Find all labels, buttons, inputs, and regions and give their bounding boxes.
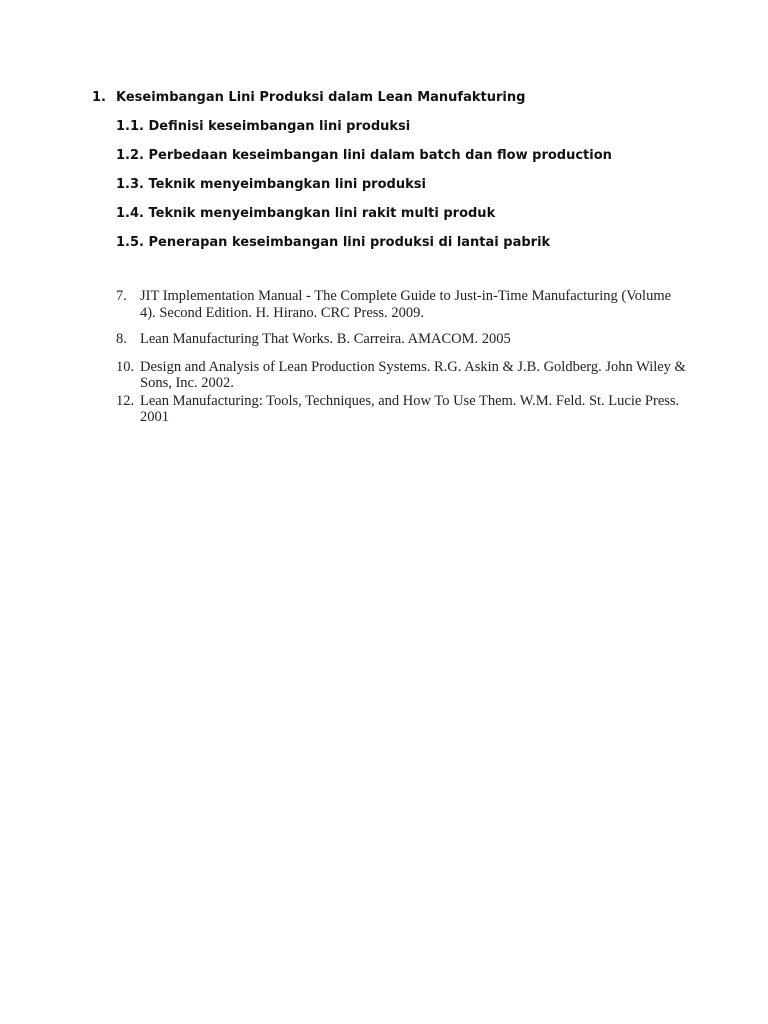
reference-text: Lean Manufacturing: Tools, Techniques, and How To Use Them. W.M. Feld. St. Lucie Press. 2001 xyxy=(140,392,680,425)
reference-item xyxy=(116,288,686,321)
reference-item xyxy=(116,359,686,392)
outline-item: 1.4. Teknik menyeimbangkan lini rakit multi produk xyxy=(116,205,496,221)
outline-item: 1.2. Perbedaan keseimbangan lini dalam batch dan flow production xyxy=(116,147,612,163)
reference-number: 12. xyxy=(116,392,135,409)
reference-list xyxy=(116,288,686,426)
reference-text: Design and Analysis of Lean Production Systems. R.G. Askin & J.B. Goldberg. John Wiley & Sons, Inc. 2002. xyxy=(140,358,686,391)
outline-item: 1.3. Teknik menyeimbangkan lini produksi xyxy=(116,176,426,192)
reference-text: JIT Implementation Manual - The Complete Guide to Just-in-Time Manufacturing (Volume 4). Second Edition. H. Hirano. CRC Press. 2009. xyxy=(140,288,672,321)
topic-outline xyxy=(92,88,712,251)
reference-number: 8. xyxy=(116,331,127,347)
outline-item: 1.1. Definisi keseimbangan lini produksi xyxy=(116,118,411,134)
heading-number: 1. xyxy=(92,89,106,105)
reference-text: Lean Manufacturing That Works. B. Carreira. AMACOM. 2005 xyxy=(140,331,511,347)
outline-heading xyxy=(92,88,712,106)
reference-item xyxy=(116,331,686,348)
reference-number: 10. xyxy=(116,358,135,375)
heading-text: Keseimbangan Lini Produksi dalam Lean Manufakturing xyxy=(116,89,526,105)
outline-item: 1.5. Penerapan keseimbangan lini produksi di lantai pabrik xyxy=(116,234,551,250)
reference-item xyxy=(116,393,686,426)
reference-number: 7. xyxy=(116,288,127,304)
